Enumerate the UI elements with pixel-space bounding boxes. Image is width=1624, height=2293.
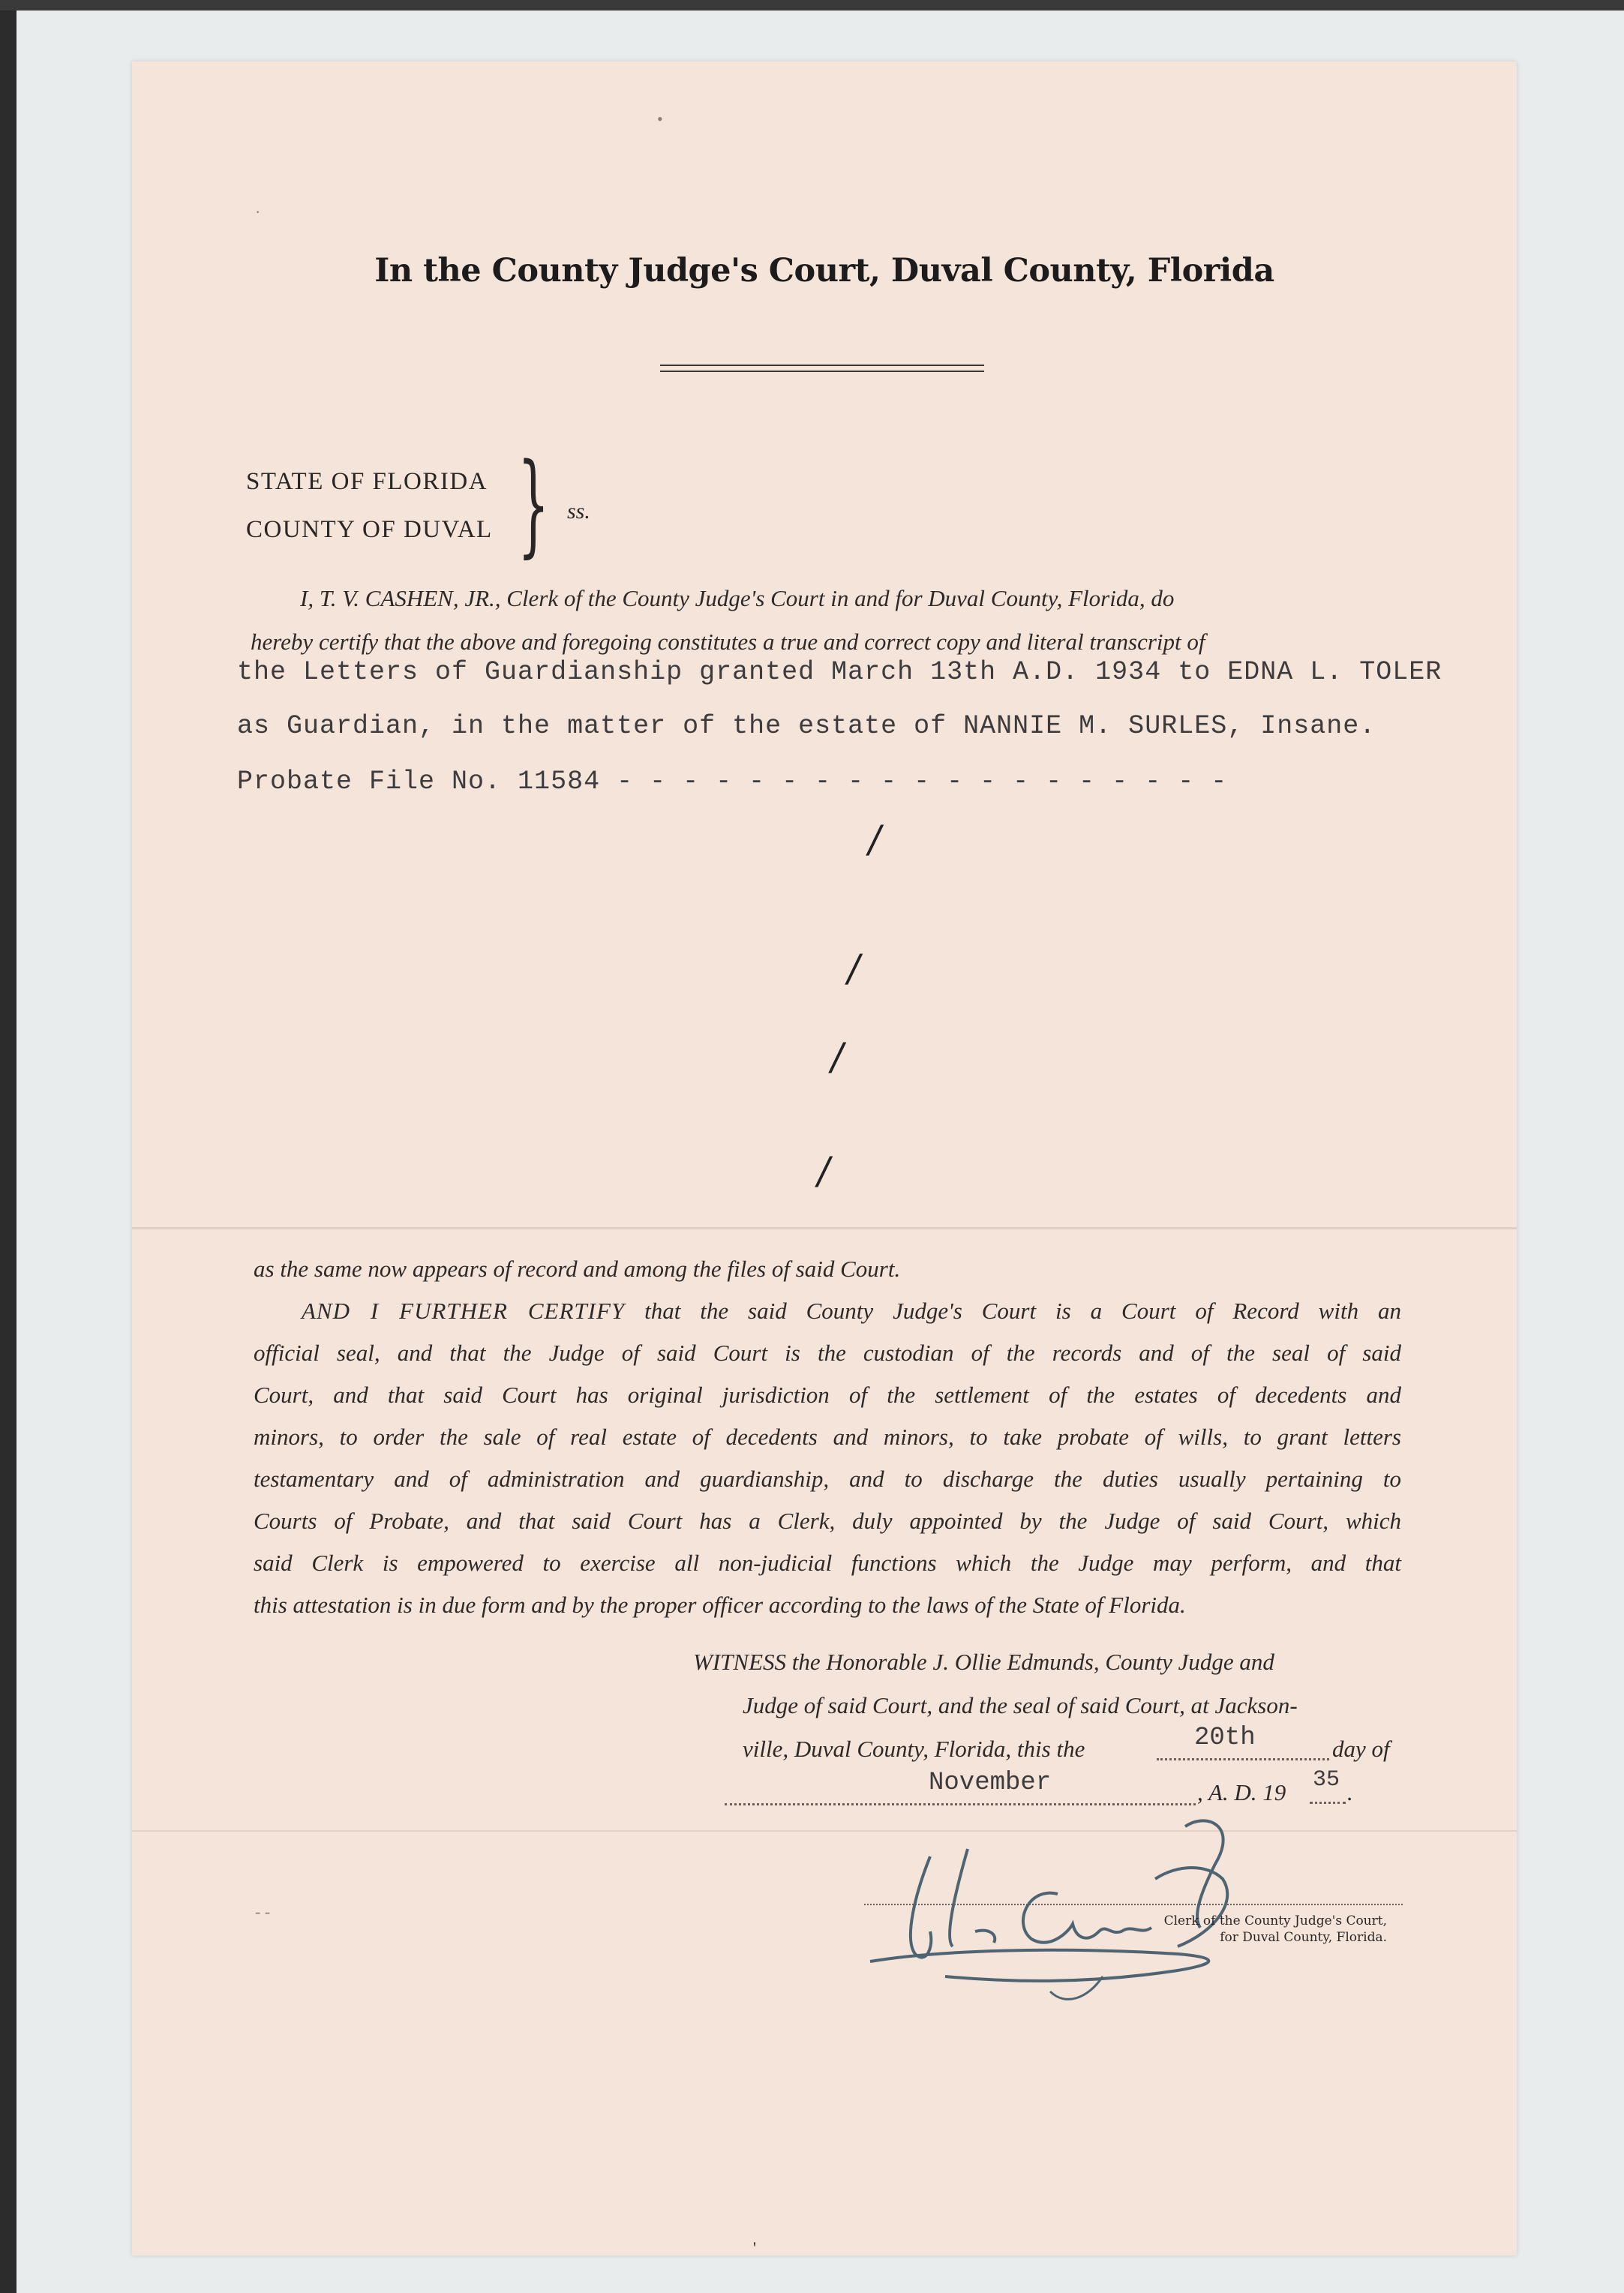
- heading-rule-bottom: [660, 371, 984, 372]
- witness-period: .: [1347, 1779, 1353, 1805]
- venue-ss: ss.: [567, 499, 590, 524]
- venue-county: COUNTY OF DUVAL: [246, 516, 493, 543]
- typed-letters-line: the Letters of Guardianship granted March 13th A.D. 1934 to EDNA L. TOLER: [237, 657, 1442, 687]
- witness-month: November: [929, 1769, 1052, 1797]
- clerk-caption-line-2: for Duval County, Florida.: [1220, 1930, 1387, 1945]
- blank-space-slash-3: /: [827, 1035, 848, 1079]
- blank-space-slash-4: /: [813, 1149, 834, 1193]
- signature-stroke: [975, 1931, 995, 1943]
- signature-stroke: [950, 1849, 968, 1946]
- scan-top-edge: [0, 0, 1624, 11]
- further-certify-paragraph: [254, 1290, 1401, 1626]
- paper-speck: - -: [255, 1902, 271, 1921]
- witness-line-1: WITNESS the Honorable J. Ollie Edmunds, County Judge and: [693, 1649, 1274, 1675]
- blank-space-slash-2: /: [843, 947, 864, 990]
- certification-line-2: hereby certify that the above and foregoing constitutes a true and correct copy and literal transcript of: [251, 629, 1205, 655]
- witness-day: 20th: [1194, 1724, 1256, 1752]
- paper-speck: •: [657, 110, 663, 128]
- scan-left-edge: [0, 0, 17, 2293]
- clerk-signature: [863, 1796, 1283, 2014]
- further-certify-line-2: official seal, and that the Judge of said Court is the custodian of the records and of the seal of said: [254, 1340, 1401, 1366]
- court-heading: In the County Judge's Court, Duval County, Florida: [374, 252, 1274, 290]
- typed-probate-file-line: Probate File No. 11584 - - - - - - - - - - - - - - - - - - -: [237, 767, 1228, 797]
- record-line: as the same now appears of record and among the files of said Court.: [254, 1256, 901, 1282]
- further-certify-line-7: said Clerk is empowered to exercise all non-judicial functions which the Judge may perform, and that: [254, 1550, 1401, 1576]
- heading-rule-top: [660, 365, 984, 366]
- witness-line-3-prefix: ville, Duval County, Florida, this the: [743, 1736, 1085, 1762]
- paper-fold-line: [132, 1227, 1517, 1229]
- paper-speck: ·: [255, 203, 261, 221]
- signature-stroke: [911, 1856, 931, 1958]
- witness-line-3-suffix: day of: [1332, 1736, 1390, 1762]
- further-certify-line-8: this attestation is in due form and by the proper officer according to the laws of the State of Florida.: [254, 1592, 1186, 1618]
- venue-state: STATE OF FLORIDA: [246, 468, 488, 495]
- further-certify-line-3: Court, and that said Court has original jurisdiction of the settlement of the estates of decedents and: [254, 1382, 1401, 1408]
- further-certify-lead: AND I FURTHER CERTIFY: [302, 1298, 626, 1324]
- certification-line-1: I, T. V. CASHEN, JR., Clerk of the County Judge's Court in and for Duval County, Florida, do: [300, 585, 1175, 611]
- further-certify-line-1: AND I FURTHER CERTIFY that the said County Judge's Court is a Court of Record with an: [302, 1298, 1401, 1324]
- paper-speck: ': [753, 2238, 756, 2257]
- clerk-caption: [1098, 1913, 1387, 1946]
- day-blank-line: [1157, 1758, 1329, 1760]
- signature-flourish: [870, 1950, 1208, 1981]
- witness-year: 35: [1313, 1767, 1340, 1793]
- blank-space-slash-1: /: [864, 818, 885, 861]
- witness-line-2: Judge of said Court, and the seal of said Court, at Jackson-: [743, 1692, 1298, 1718]
- witness-ad-prefix: , A. D. 19: [1197, 1779, 1286, 1805]
- typed-guardian-line: as Guardian, in the matter of the estate of NANNIE M. SURLES, Insane.: [237, 711, 1376, 741]
- further-certify-line-4: minors, to order the sale of real estate of decedents and minors, to take probate of wills, to grant letters: [254, 1424, 1401, 1450]
- year-blank-line: [1310, 1802, 1346, 1804]
- venue-brace: }: [518, 440, 550, 569]
- clerk-caption-line-1: Clerk of the County Judge's Court,: [1163, 1913, 1387, 1928]
- paper-fold-line-lower: [132, 1830, 1517, 1832]
- further-certify-line-5: testamentary and of administration and guardianship, and to discharge the duties usually pertaining to: [254, 1466, 1401, 1492]
- further-certify-line-6: Courts of Probate, and that said Court has a Clerk, duly appointed by the Judge of said Court, which: [254, 1508, 1401, 1534]
